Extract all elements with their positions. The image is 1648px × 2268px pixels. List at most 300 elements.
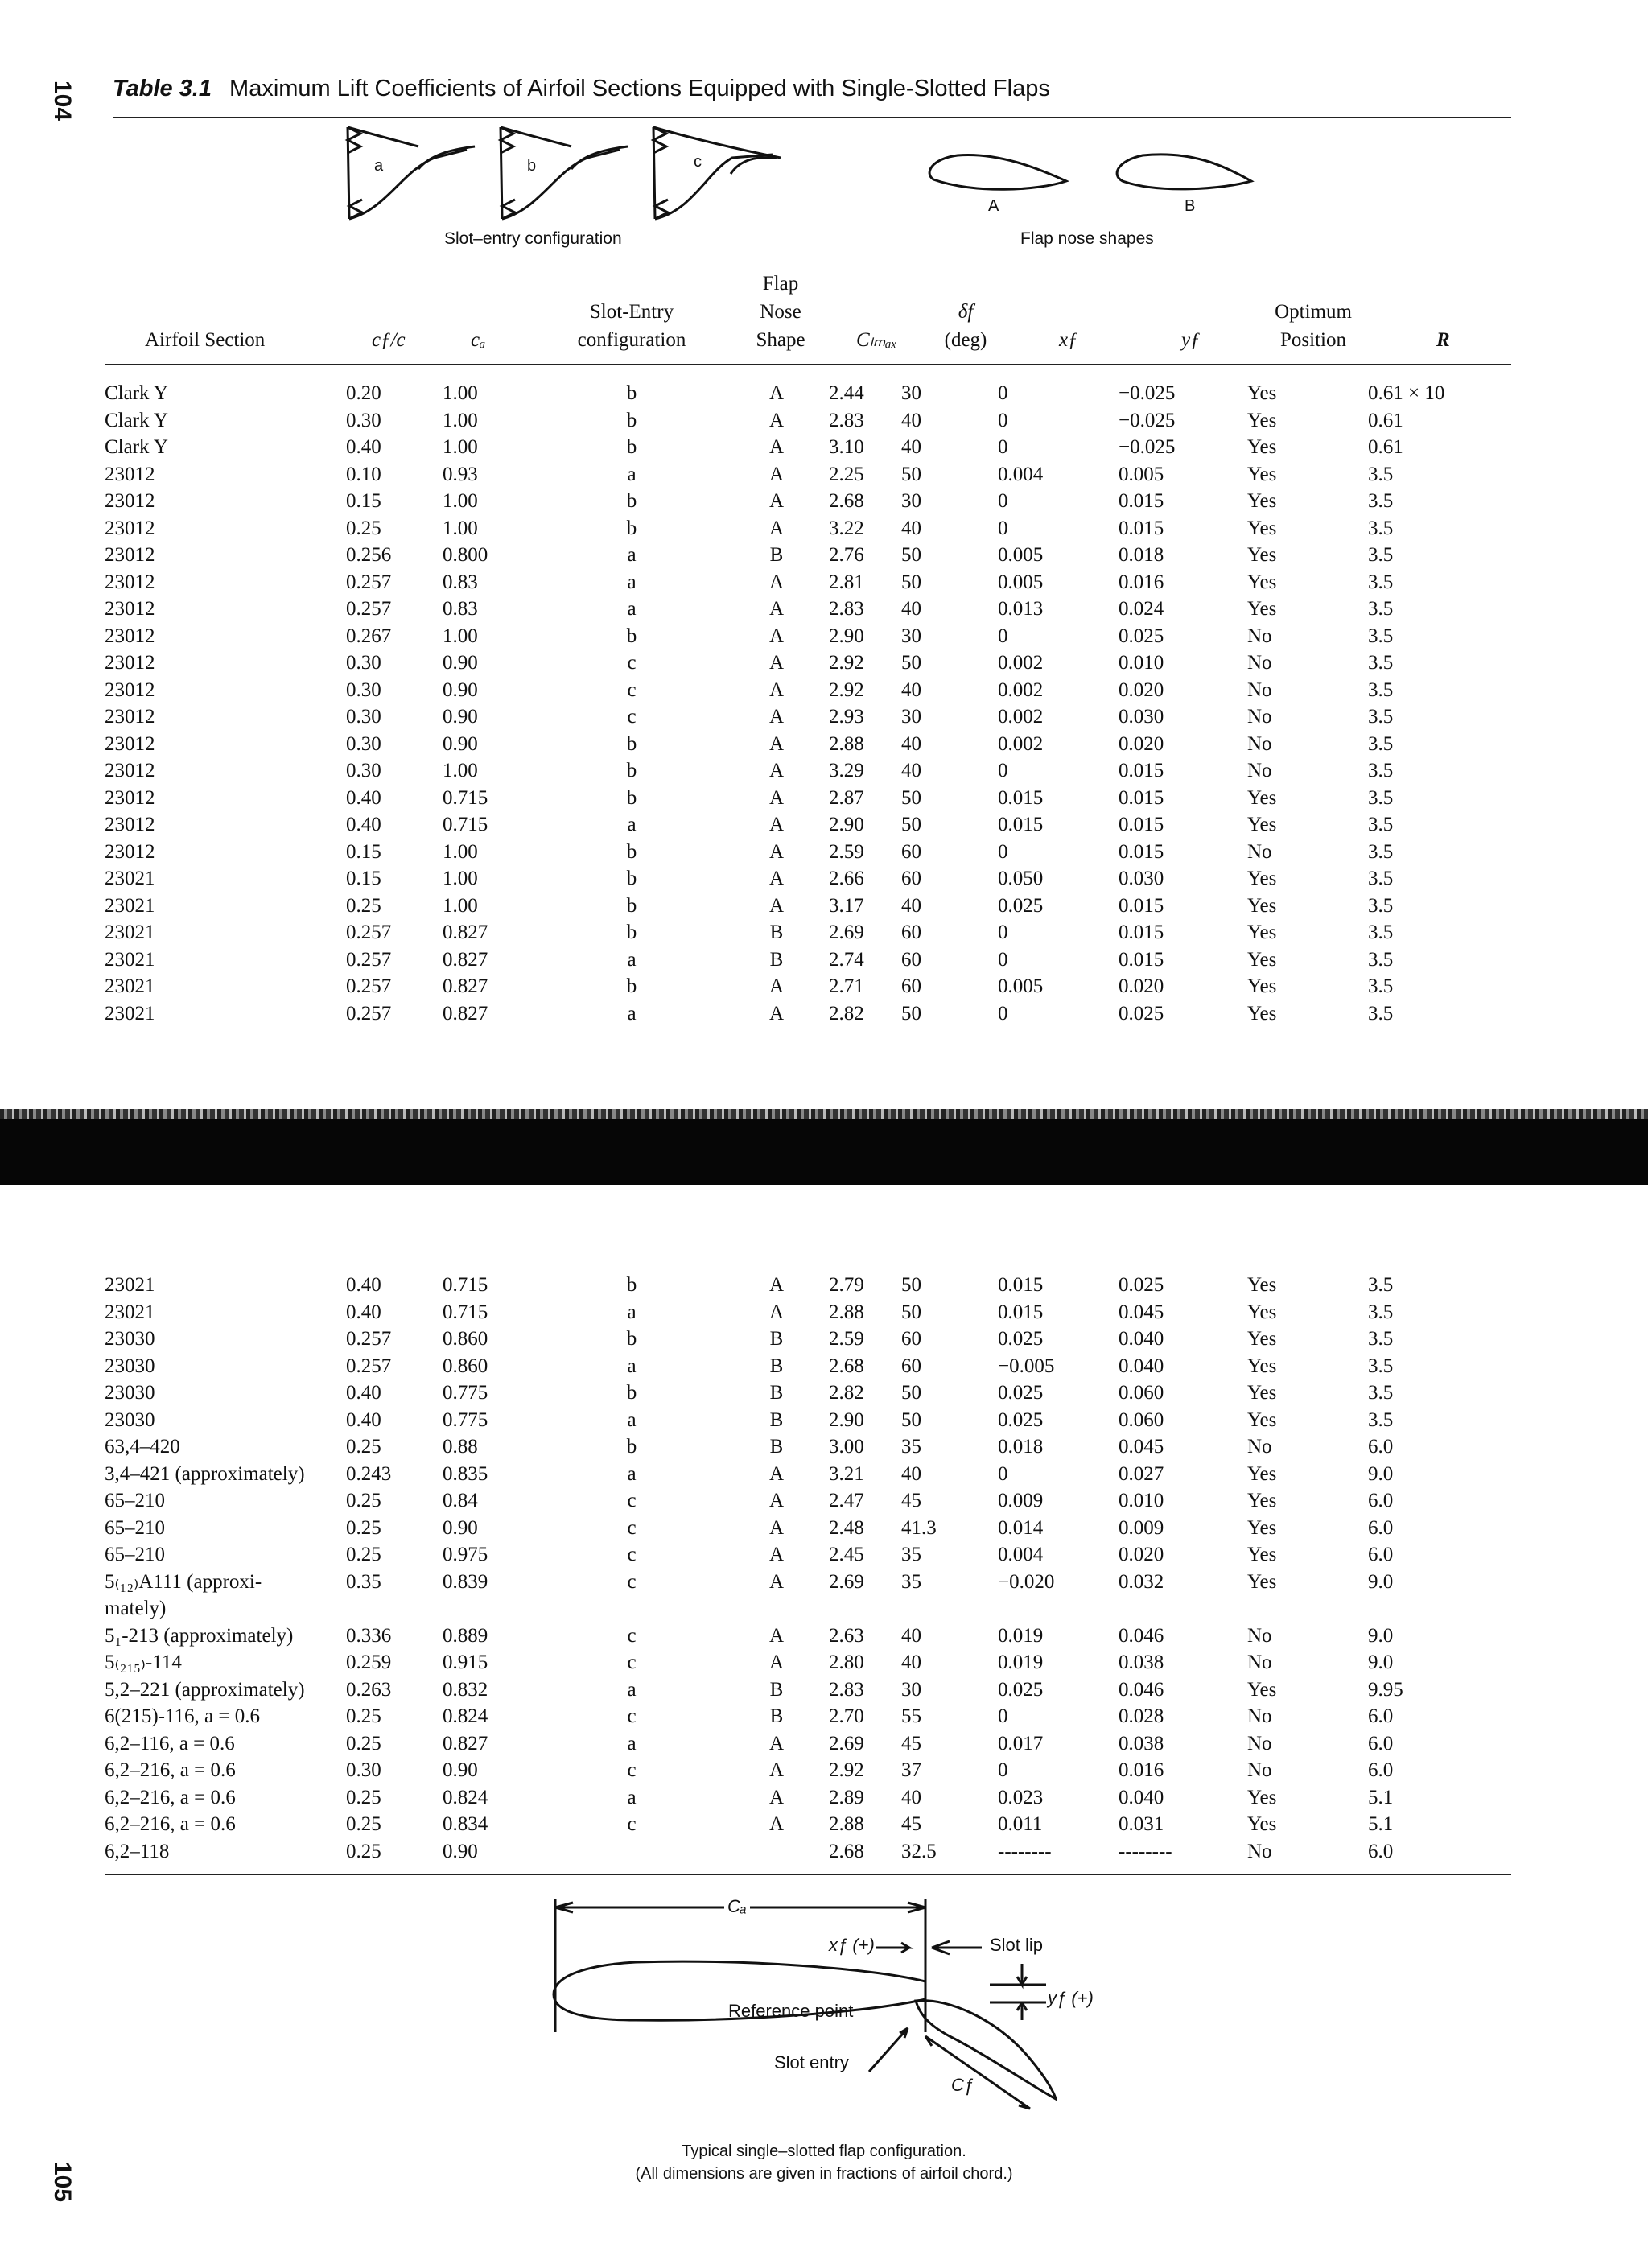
table-row <box>105 1272 1456 1299</box>
table-cell: 5₍₁₂₎A111 (approxi- <box>105 1570 262 1593</box>
table-cell: 0.61 <box>1368 409 1403 431</box>
table-row <box>105 973 1456 1000</box>
table-cell: 5.1 <box>1368 1786 1394 1808</box>
table-cell: 6.0 <box>1368 1436 1394 1458</box>
table-cell: 23021 <box>105 922 155 943</box>
table-cell: No <box>1247 1652 1272 1673</box>
table-number: Table 3.1 <box>113 76 212 101</box>
table-cell: Yes <box>1247 490 1277 512</box>
table-cell: 50 <box>901 1002 921 1025</box>
table-cell: 2.88 <box>829 1301 864 1323</box>
nose-shape-b <box>1117 155 1251 189</box>
table-row <box>105 946 1456 974</box>
table-cell: 2.66 <box>829 868 864 889</box>
table-row <box>105 919 1456 946</box>
table-cell: 65–210 <box>105 1490 165 1511</box>
table-cell: 0.975 <box>443 1544 488 1565</box>
table-cell: a <box>627 1462 637 1485</box>
table-cell: 0.020 <box>1119 1544 1164 1565</box>
table-cell: 2.80 <box>829 1652 864 1673</box>
table-cell: 23021 <box>105 1301 155 1323</box>
table-cell: 0.90 <box>443 1516 478 1539</box>
table-cell: 3.5 <box>1368 732 1394 755</box>
page-seam <box>0 1119 1648 1185</box>
table-cell: No <box>1247 706 1272 728</box>
table-cell: 2.92 <box>829 1759 864 1781</box>
table-cell: 0 <box>998 1759 1008 1781</box>
table-cell: 1.00 <box>443 382 478 404</box>
table-cell: 0.83 <box>443 598 478 620</box>
table-cell: 0.014 <box>998 1516 1044 1539</box>
table-cell <box>724 1838 829 1866</box>
table-cell: 0.267 <box>346 625 392 647</box>
table-cell: 23012 <box>105 786 155 809</box>
table-cell: 0.005 <box>998 975 1044 997</box>
table-cell: 0.025 <box>1119 625 1164 647</box>
table-cell: B <box>769 1678 784 1701</box>
table-cell: a <box>627 814 637 835</box>
table-cell: Yes <box>1247 1678 1277 1701</box>
table-cell: 0.84 <box>443 1490 478 1511</box>
table-cell: 2.82 <box>829 1382 864 1404</box>
header-optimum-position <box>1265 298 1362 354</box>
table-cell: 35 <box>901 1570 921 1593</box>
table-cell: 9.0 <box>1368 1570 1394 1593</box>
table-cell: 2.44 <box>829 382 864 404</box>
table-row <box>105 1595 1456 1623</box>
table-cell: 0.20 <box>346 382 381 404</box>
table-cell: 0.834 <box>443 1813 488 1835</box>
nose-label-b: B <box>1184 197 1196 215</box>
header-delta-line2: (deg) <box>944 329 987 351</box>
header-delta-line1: δf <box>958 301 974 323</box>
table-cell: 30 <box>901 490 921 512</box>
header-delta-f <box>937 298 994 354</box>
table-cell: 23012 <box>105 490 155 512</box>
table-cell: 2.25 <box>829 463 864 485</box>
table-row <box>105 893 1456 920</box>
table-cell: 0.030 <box>1119 868 1164 889</box>
table-cell: 0.827 <box>443 1732 488 1755</box>
table-cell: 2.88 <box>829 1813 864 1835</box>
table-cell: a <box>627 1355 637 1377</box>
table-cell: −0.005 <box>998 1355 1055 1377</box>
table-cell: 23012 <box>105 598 155 620</box>
table-cell: Yes <box>1247 382 1277 404</box>
table-cell: 0.90 <box>443 652 478 674</box>
table-cell: 0 <box>998 760 1008 781</box>
table-cell: 3.5 <box>1368 1328 1394 1350</box>
slot-label-b: b <box>527 157 537 175</box>
table-cell <box>539 1838 724 1866</box>
table-cell: 0.004 <box>998 1544 1044 1565</box>
table-cell: 0.824 <box>443 1786 488 1808</box>
table-cell: 0.025 <box>998 894 1044 917</box>
table-row <box>105 434 1456 461</box>
table-cell: A <box>768 598 785 620</box>
table-cell: 30 <box>901 382 921 404</box>
table-cell: 0.002 <box>998 732 1044 755</box>
table-cell: 0.028 <box>1119 1705 1164 1727</box>
table-row <box>105 596 1456 623</box>
table-cell: a <box>627 948 637 971</box>
table-cell: A <box>768 490 785 512</box>
table-cell: 2.81 <box>829 571 864 593</box>
nose-label-a: A <box>988 197 999 215</box>
table-cell: c <box>627 678 637 701</box>
table-cell: 0.023 <box>998 1786 1044 1808</box>
table-cell: 0 <box>998 922 1008 943</box>
table-cell: 0.025 <box>998 1382 1044 1404</box>
table-cell: b <box>626 517 637 539</box>
table-cell: 3.10 <box>829 436 864 458</box>
table-cell: 0.060 <box>1119 1382 1164 1404</box>
table-cell: 40 <box>901 894 921 917</box>
table-cell: 0.040 <box>1119 1786 1164 1808</box>
table-cell: 23012 <box>105 678 155 701</box>
table-cell: No <box>1247 1840 1272 1862</box>
table-cell: Yes <box>1247 1274 1277 1296</box>
table-cell: 0.011 <box>998 1813 1043 1835</box>
table-cell: 0.015 <box>1119 840 1164 863</box>
table-row <box>105 785 1456 812</box>
table-cell: 40 <box>901 1462 921 1485</box>
table-cell: 3.5 <box>1368 922 1394 943</box>
table-cell: 0.050 <box>998 868 1044 889</box>
table-row <box>105 569 1456 596</box>
diagram-xf-label: xƒ (+) <box>829 1935 875 1955</box>
table-cell: 0.257 <box>346 1355 392 1377</box>
table-cell: 2.68 <box>829 1355 864 1377</box>
diagram-caption-line2: (All dimensions are given in fractions of airfoil chord.) <box>635 2165 1013 2183</box>
table-cell: Yes <box>1247 1813 1277 1835</box>
flap-outline <box>916 2001 1056 2099</box>
table-cell: Yes <box>1247 1462 1277 1485</box>
table-cell: 6.0 <box>1368 1705 1394 1727</box>
table-cell: 2.93 <box>829 706 864 728</box>
table-cell: A <box>768 382 785 404</box>
table-cell: b <box>626 840 637 863</box>
table-cell: 0.004 <box>998 463 1044 485</box>
table-cell: 3.5 <box>1368 760 1394 781</box>
table-row <box>105 1541 1456 1569</box>
table-row <box>105 1326 1456 1353</box>
table-cell: 23012 <box>105 840 155 863</box>
table-row <box>105 488 1456 515</box>
table-cell: 3.5 <box>1368 1301 1394 1323</box>
table-cell: 6.0 <box>1368 1759 1394 1781</box>
table-cell: b <box>626 732 637 755</box>
title-rule <box>113 117 1511 118</box>
diagram-slot-lip-label: Slot lip <box>990 1935 1044 1955</box>
header-nose-line1: Flap <box>762 273 799 295</box>
table-cell: Yes <box>1247 517 1277 539</box>
header-clmax: Cₗₘₐₓ <box>856 329 897 351</box>
data-table-top <box>105 380 1456 1027</box>
table-cell: 63,4–420 <box>105 1436 180 1458</box>
table-cell: 0.93 <box>443 463 478 485</box>
table-cell: 50 <box>901 652 921 674</box>
table-cell: 23021 <box>105 1274 155 1296</box>
table-cell: 0.018 <box>1119 544 1164 566</box>
table-cell: Yes <box>1247 544 1277 566</box>
table-cell: b <box>626 409 637 431</box>
table-cell: 50 <box>901 814 921 835</box>
table-cell: A <box>768 1544 785 1565</box>
table-cell: 50 <box>901 786 921 809</box>
table-cell: 9.0 <box>1368 1462 1394 1485</box>
table-cell: 3.5 <box>1368 598 1394 620</box>
table-cell: Yes <box>1247 1544 1277 1565</box>
table-cell: A <box>768 786 785 809</box>
table-cell: 0.827 <box>443 922 488 943</box>
table-cell: Yes <box>1247 1002 1277 1025</box>
table-cell: a <box>627 1002 637 1025</box>
table-cell: 45 <box>901 1732 921 1755</box>
table-row <box>105 1515 1456 1542</box>
table-cell: 65–210 <box>105 1516 165 1539</box>
table-cell: 40 <box>901 1786 921 1808</box>
table-cell: 0.002 <box>998 652 1044 674</box>
table-cell: 0.013 <box>998 598 1044 620</box>
table-cell: 2.45 <box>829 1544 864 1565</box>
table-cell: 0.002 <box>998 706 1044 728</box>
table-cell: 0.40 <box>346 1382 381 1404</box>
table-cell: 40 <box>901 1652 921 1673</box>
table-cell: 23030 <box>105 1408 155 1431</box>
table-cell: 2.59 <box>829 840 864 863</box>
flap-nose-shapes <box>925 149 1263 205</box>
diagram-yf-label: yƒ (+) <box>1048 1988 1094 2008</box>
table-cell: 3.5 <box>1368 490 1394 512</box>
table-cell: No <box>1247 760 1272 781</box>
table-cell: 0.005 <box>1119 463 1164 485</box>
table-cell: 41.3 <box>901 1516 937 1539</box>
table-cell: 6,2–118 <box>105 1840 170 1862</box>
table-cell: A <box>768 1786 785 1808</box>
table-row <box>105 1461 1456 1488</box>
table-cell: Clark Y <box>105 409 168 431</box>
table-row <box>105 1784 1456 1812</box>
table-cell: b <box>626 1436 637 1458</box>
table-cell: 23030 <box>105 1328 155 1350</box>
table-cell: −0.025 <box>1119 436 1176 458</box>
slot-entry-arrow <box>869 2028 908 2072</box>
table-cell: 23021 <box>105 1002 155 1025</box>
table-cell: 0.40 <box>346 436 381 458</box>
table-cell: −0.025 <box>1119 409 1176 431</box>
table-cell: 0 <box>998 1462 1008 1485</box>
table-cell: 2.71 <box>829 975 864 997</box>
table-cell: a <box>627 1732 637 1755</box>
table-cell: 0.015 <box>1119 814 1164 835</box>
table-cell: 0.005 <box>998 544 1044 566</box>
table-cell: 0.031 <box>1119 1813 1164 1835</box>
table-cell: 60 <box>901 840 921 863</box>
table-cell: 0.038 <box>1119 1652 1164 1673</box>
table-cell: A <box>768 1624 785 1647</box>
nose-shape-a <box>929 155 1066 189</box>
table-cell: 1.00 <box>443 840 478 863</box>
table-cell: 0.032 <box>1119 1570 1164 1593</box>
table-cell: 3.5 <box>1368 517 1394 539</box>
table-cell: 0 <box>998 1705 1008 1727</box>
table-cell: A <box>768 1570 785 1593</box>
diagram-caption-line1: Typical single–slotted flap configuration. <box>682 2142 966 2160</box>
table-cell: 40 <box>901 517 921 539</box>
table-cell: 5₁-213 (approximately) <box>105 1624 294 1647</box>
table-cell: 0.30 <box>346 409 381 431</box>
table-cell: 65–210 <box>105 1544 165 1565</box>
table-cell: 6,2–216, a = 0.6 <box>105 1759 236 1781</box>
table-cell: 6(215)-116, a = 0.6 <box>105 1705 260 1727</box>
table-cell: No <box>1247 1624 1272 1647</box>
table-cell: b <box>626 382 637 404</box>
table-cell: 0.015 <box>998 786 1044 809</box>
table-row <box>105 703 1456 731</box>
slot-sketch-b <box>501 127 628 219</box>
header-cf-c: cƒ/c <box>372 329 406 351</box>
table-cell: A <box>768 678 785 701</box>
table-cell: 0.40 <box>346 1274 381 1296</box>
table-cell: 5₍₂₁₅₎-114 <box>105 1652 182 1673</box>
table-cell: 3.17 <box>829 894 864 917</box>
table-cell: 3,4–421 (approximately) <box>105 1462 305 1485</box>
table-cell: No <box>1247 1759 1272 1781</box>
table-cell: 0.009 <box>998 1490 1044 1511</box>
table-cell: b <box>626 1274 637 1296</box>
table-cell: c <box>627 1759 637 1781</box>
table-cell: 45 <box>901 1490 921 1511</box>
table-cell: 0.002 <box>998 678 1044 701</box>
table-cell: A <box>768 463 785 485</box>
table-cell: Yes <box>1247 975 1277 997</box>
table-cell: 0.015 <box>1119 490 1164 512</box>
table-row <box>105 542 1456 569</box>
table-cell: A <box>768 409 785 431</box>
table-cell: 30 <box>901 1678 921 1701</box>
table-row <box>105 515 1456 542</box>
table-cell: A <box>768 571 785 593</box>
table-row <box>105 380 1456 407</box>
table-cell: 0.25 <box>346 1544 381 1565</box>
table-cell: A <box>768 894 785 917</box>
table-cell: 6.0 <box>1368 1490 1394 1511</box>
table-cell: A <box>768 814 785 835</box>
table-cell: b <box>626 1382 637 1404</box>
table-cell: 23012 <box>105 652 155 674</box>
table-cell: 60 <box>901 868 921 889</box>
table-cell: 0.040 <box>1119 1328 1164 1350</box>
diagram-slot-entry-label: Slot entry <box>774 2052 849 2072</box>
table-row <box>105 1569 1456 1596</box>
table-cell: B <box>769 1328 784 1350</box>
table-cell: 0.30 <box>346 678 381 701</box>
table-cell: 2.70 <box>829 1705 864 1727</box>
table-cell: 0.060 <box>1119 1408 1164 1431</box>
header-rule <box>105 364 1511 365</box>
table-row <box>105 1730 1456 1758</box>
table-cell: b <box>626 786 637 809</box>
table-cell: 3.5 <box>1368 1408 1394 1431</box>
table-cell: 6.0 <box>1368 1516 1394 1539</box>
table-cell: 3.00 <box>829 1436 864 1458</box>
table-cell: 0.257 <box>346 922 392 943</box>
table-cell: 0.40 <box>346 1301 381 1323</box>
table-cell: 3.5 <box>1368 1274 1394 1296</box>
table-cell <box>829 1595 901 1623</box>
table-cell: 0.030 <box>1119 706 1164 728</box>
table-cell: b <box>626 975 637 997</box>
table-cell: −0.025 <box>1119 382 1176 404</box>
table-row <box>105 1000 1456 1028</box>
table-cell: 0.256 <box>346 544 392 566</box>
table-cell <box>1119 1595 1247 1623</box>
table-cell: 3.5 <box>1368 544 1394 566</box>
table-cell: 0.046 <box>1119 1678 1164 1701</box>
table-cell: No <box>1247 652 1272 674</box>
table-cell: a <box>627 1301 637 1323</box>
table-cell: A <box>768 1652 785 1673</box>
table-cell: 0.025 <box>998 1678 1044 1701</box>
table-cell: 2.92 <box>829 678 864 701</box>
table-cell: 0.257 <box>346 948 392 971</box>
table-cell: 0.90 <box>443 1840 478 1862</box>
table-cell: b <box>626 436 637 458</box>
table-cell: 0.35 <box>346 1570 381 1593</box>
table-cell: 2.48 <box>829 1516 864 1539</box>
table-cell: 0.835 <box>443 1462 488 1485</box>
slot-sketch-a <box>348 127 475 219</box>
table-cell: 6.0 <box>1368 1544 1394 1565</box>
table-cell: 2.89 <box>829 1786 864 1808</box>
table-cell: 0.40 <box>346 1408 381 1431</box>
table-cell: 0.839 <box>443 1570 488 1593</box>
slot-sketch-c <box>653 127 781 219</box>
table-cell: 0.10 <box>346 463 381 485</box>
table-cell: 40 <box>901 409 921 431</box>
table-row <box>105 1487 1456 1515</box>
table-cell: 0.257 <box>346 1002 392 1025</box>
table-cell: 3.5 <box>1368 706 1394 728</box>
table-cell: B <box>769 1355 784 1377</box>
table-cell: 50 <box>901 571 921 593</box>
table-cell: 23021 <box>105 948 155 971</box>
header-nose-line3: Shape <box>756 329 805 351</box>
table-cell: No <box>1247 840 1272 863</box>
table-cell: 0.90 <box>443 732 478 755</box>
table-cell: A <box>768 436 785 458</box>
table-cell: c <box>627 1570 637 1593</box>
table-cell: 9.95 <box>1368 1678 1403 1701</box>
table-cell: 40 <box>901 1624 921 1647</box>
header-slot-entry-line2: configuration <box>577 329 686 351</box>
table-cell: a <box>627 1678 637 1701</box>
table-cell: a <box>627 571 637 593</box>
table-cell: 0.015 <box>1119 922 1164 943</box>
table-row <box>105 865 1456 893</box>
table-cell: 6.0 <box>1368 1840 1394 1862</box>
table-cell: A <box>768 732 785 755</box>
table-cell: No <box>1247 732 1272 755</box>
table-cell: 0.25 <box>346 1840 381 1862</box>
table-cell: A <box>768 868 785 889</box>
table-row <box>105 1811 1456 1838</box>
table-cell: 0.015 <box>1119 894 1164 917</box>
table-cell: Yes <box>1247 1301 1277 1323</box>
table-cell: 0 <box>998 625 1008 647</box>
page-number-top: 104 <box>49 80 76 122</box>
